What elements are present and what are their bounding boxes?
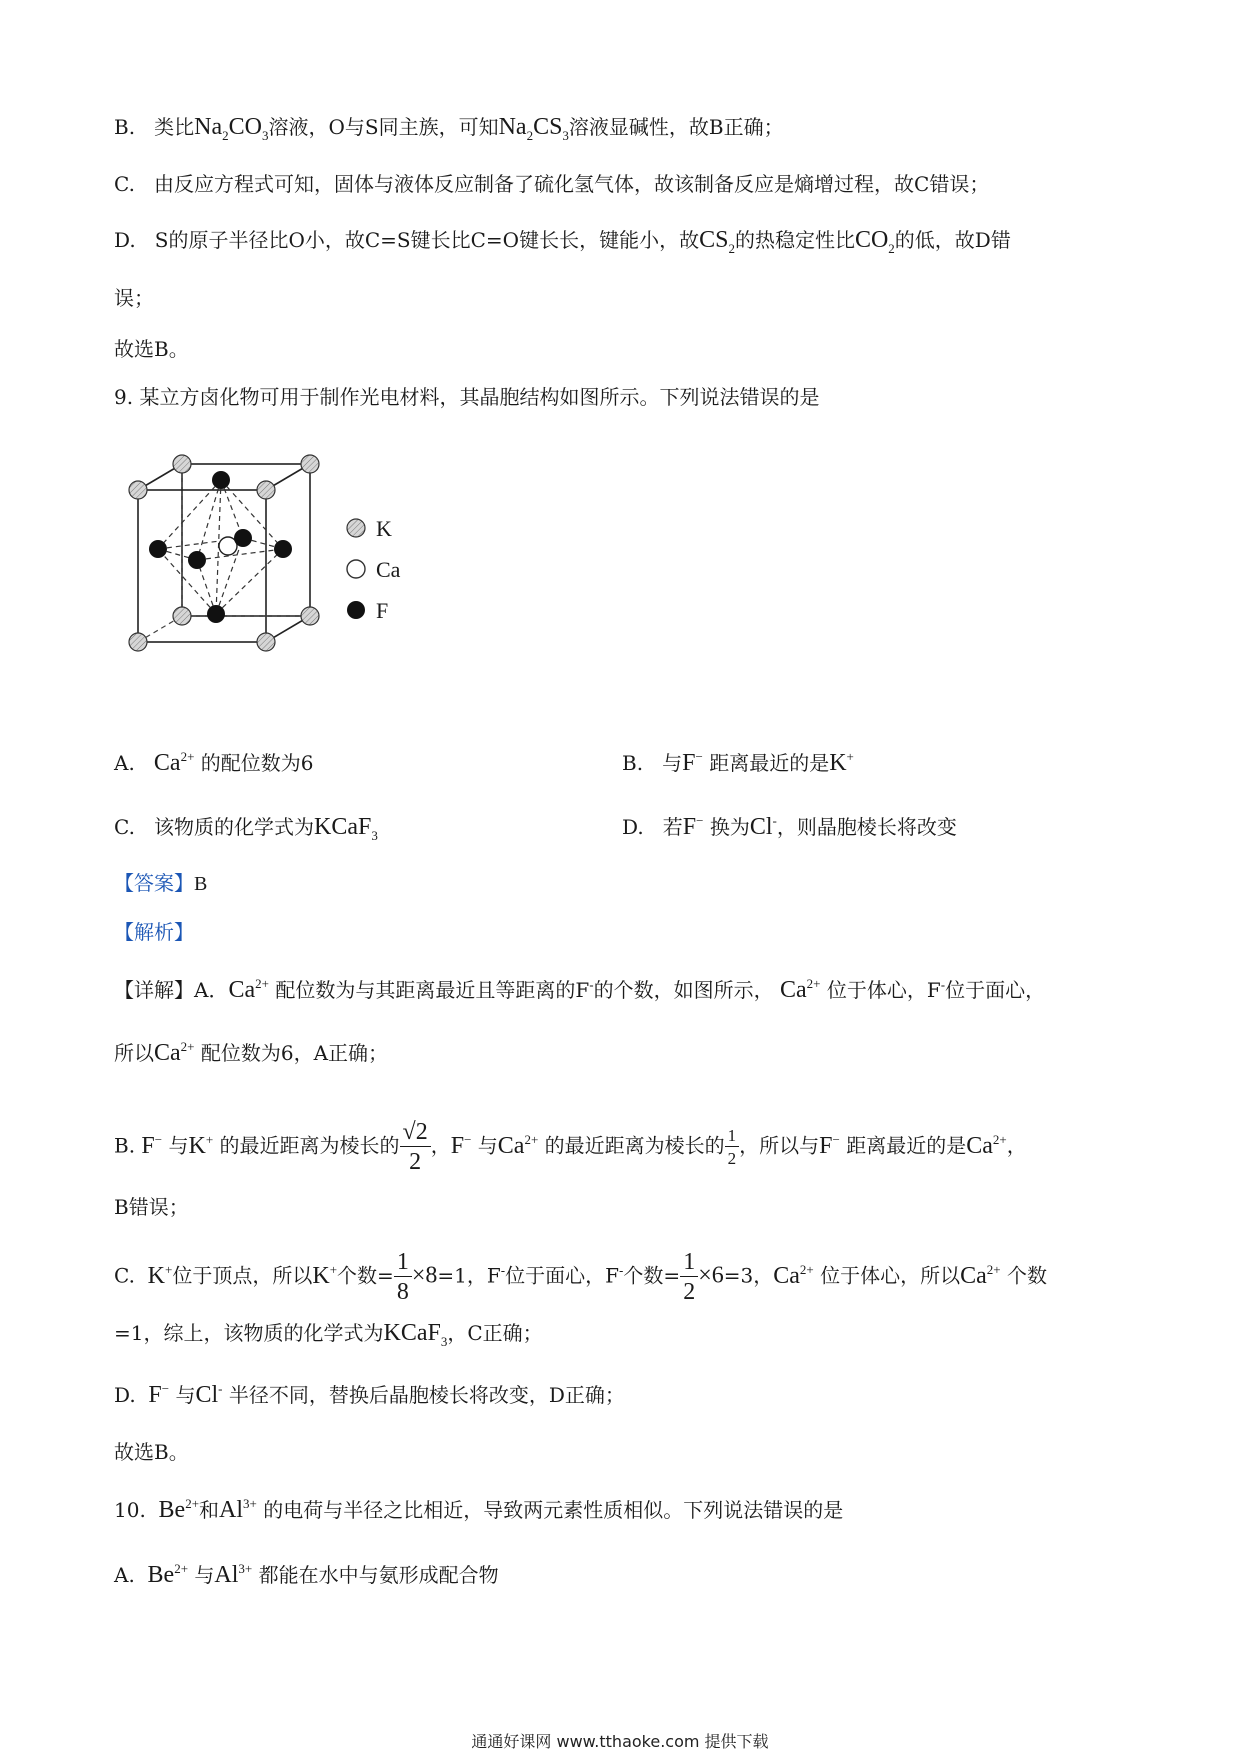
answer-value: B: [194, 873, 208, 895]
detail-a-line2: 所以$Ca^{2+}$ 配位数为6，A正确；: [114, 1039, 389, 1066]
legend-ca-icon: [347, 560, 365, 578]
answer-tag: 【答案】: [114, 871, 194, 895]
legend-k-icon: [347, 519, 365, 537]
question-10-option-a: A. $Be^{2+}$ 与$Al^{3+}$ 都能在水中与氨形成配合物: [114, 1561, 499, 1588]
detail-d-line: D. F− 与Cl- 半径不同，替换后晶胞棱长将改变，D正确；: [114, 1381, 625, 1408]
answer-line: [114, 868, 207, 899]
detail-end: 故选B。: [114, 1440, 189, 1464]
detail-c-line2: =1，综上，该物质的化学式为KCaF$_3$，C正确；: [114, 1320, 543, 1349]
k-atom: [129, 481, 147, 499]
fraction-one-half: $\frac{1}{2}$: [725, 1127, 740, 1167]
legend: [347, 516, 401, 623]
k-atom: [129, 633, 147, 651]
option-b: B. 与F− 距离最近的是K+: [622, 749, 854, 776]
option-c: C. 该物质的化学式为KCaF$_3$: [114, 814, 378, 843]
text-line: D. S的原子半径比O小，故C=S键长比C=O键长长，键能小，故$CS_2$的热稳定性比$CO_2$的低，故D错: [114, 227, 1011, 256]
f-atom: [207, 605, 225, 623]
footer-source: 通通好课网 www.tthaoke.com 提供下载: [471, 1732, 769, 1751]
option-d: D. 若F− 换为Cl-，则晶胞棱长将改变: [622, 813, 957, 840]
formula-cs2: $CS_2$: [699, 227, 735, 256]
f-atom: [234, 529, 252, 547]
question-10-stem: 10. $Be^{2+}$和$Al^{3+}$ 的电荷与半径之比相近，导致两元素性质相似。下列说法错误的是: [114, 1496, 844, 1523]
text-line: 故选B。: [114, 337, 189, 361]
legend-f-icon: [347, 601, 365, 619]
k-atom: [257, 481, 275, 499]
k-atom: [173, 455, 191, 473]
crystal-cell-figure: [118, 448, 448, 672]
fraction-sqrt2-over-2: $\frac{√2}{2}$: [400, 1120, 431, 1174]
legend-ca-label: Ca: [376, 557, 401, 582]
detail-b-line1: B. F− 与K+ 的最近距离为棱长的 $\frac{√2}{2}$ ，F− 与$Ca^{2+}$ 的最近距离为棱长的 $\frac{1}{2}$ ，所以与F− 距离最近的是$Ca^{2+}$，: [114, 1119, 1027, 1175]
k-atom: [301, 455, 319, 473]
legend-k-label: K: [376, 516, 392, 541]
f-atom: [274, 540, 292, 558]
formula-na2cs3: $Na_2CS_3$: [498, 114, 569, 143]
fraction-one-eighth: $\frac{1}{8}$: [394, 1250, 412, 1304]
analysis-tag: 【解析】: [114, 920, 194, 944]
fraction-one-half-large: $\frac{1}{2}$: [680, 1250, 698, 1304]
f-atom: [212, 471, 230, 489]
detail-c-line1: C. K+位于顶点，所以K+个数= $\frac{1}{8}$ ×8=1，F-位于面心，F-个数= $\frac{1}{2}$ ×6=3，$Ca^{2+}$ 位于体心，所以$Ca^{2+}$ 个数: [114, 1249, 1047, 1305]
formula-na2co3: $Na_2CO_3$: [194, 114, 269, 143]
text-line: C. 由反应方程式可知，固体与液体反应制备了硫化氢气体，故该制备反应是熵增过程，故C错误；: [114, 172, 990, 196]
text-line: B. 类比$Na_2CO_3$溶液，O与S同主族，可知$Na_2CS_3$溶液显碱性，故B正确；: [114, 114, 784, 143]
formula-co2: $CO_2$: [854, 227, 895, 256]
k-atom: [173, 607, 191, 625]
detail-a-line1: 【详解】A．$Ca^{2+}$ 配位数为与其距离最近且等距离的F-的个数，如图所示， $Ca^{2+}$ 位于体心，F-位于面心，: [114, 976, 1046, 1003]
option-label: B.: [114, 115, 136, 139]
question-9-stem: 9. 某立方卤化物可用于制作光电材料，其晶胞结构如图所示。下列说法错误的是: [114, 385, 820, 409]
f-atom: [149, 540, 167, 558]
unit-cell-diagram: [118, 448, 448, 668]
detail-b-line2: B错误；: [114, 1195, 189, 1219]
text-line: 误；: [114, 286, 154, 310]
f-atom: [188, 551, 206, 569]
legend-f-label: F: [376, 598, 389, 623]
k-atom: [301, 607, 319, 625]
option-a: A. $Ca^{2+}$ 的配位数为6: [114, 749, 314, 776]
k-atom: [257, 633, 275, 651]
